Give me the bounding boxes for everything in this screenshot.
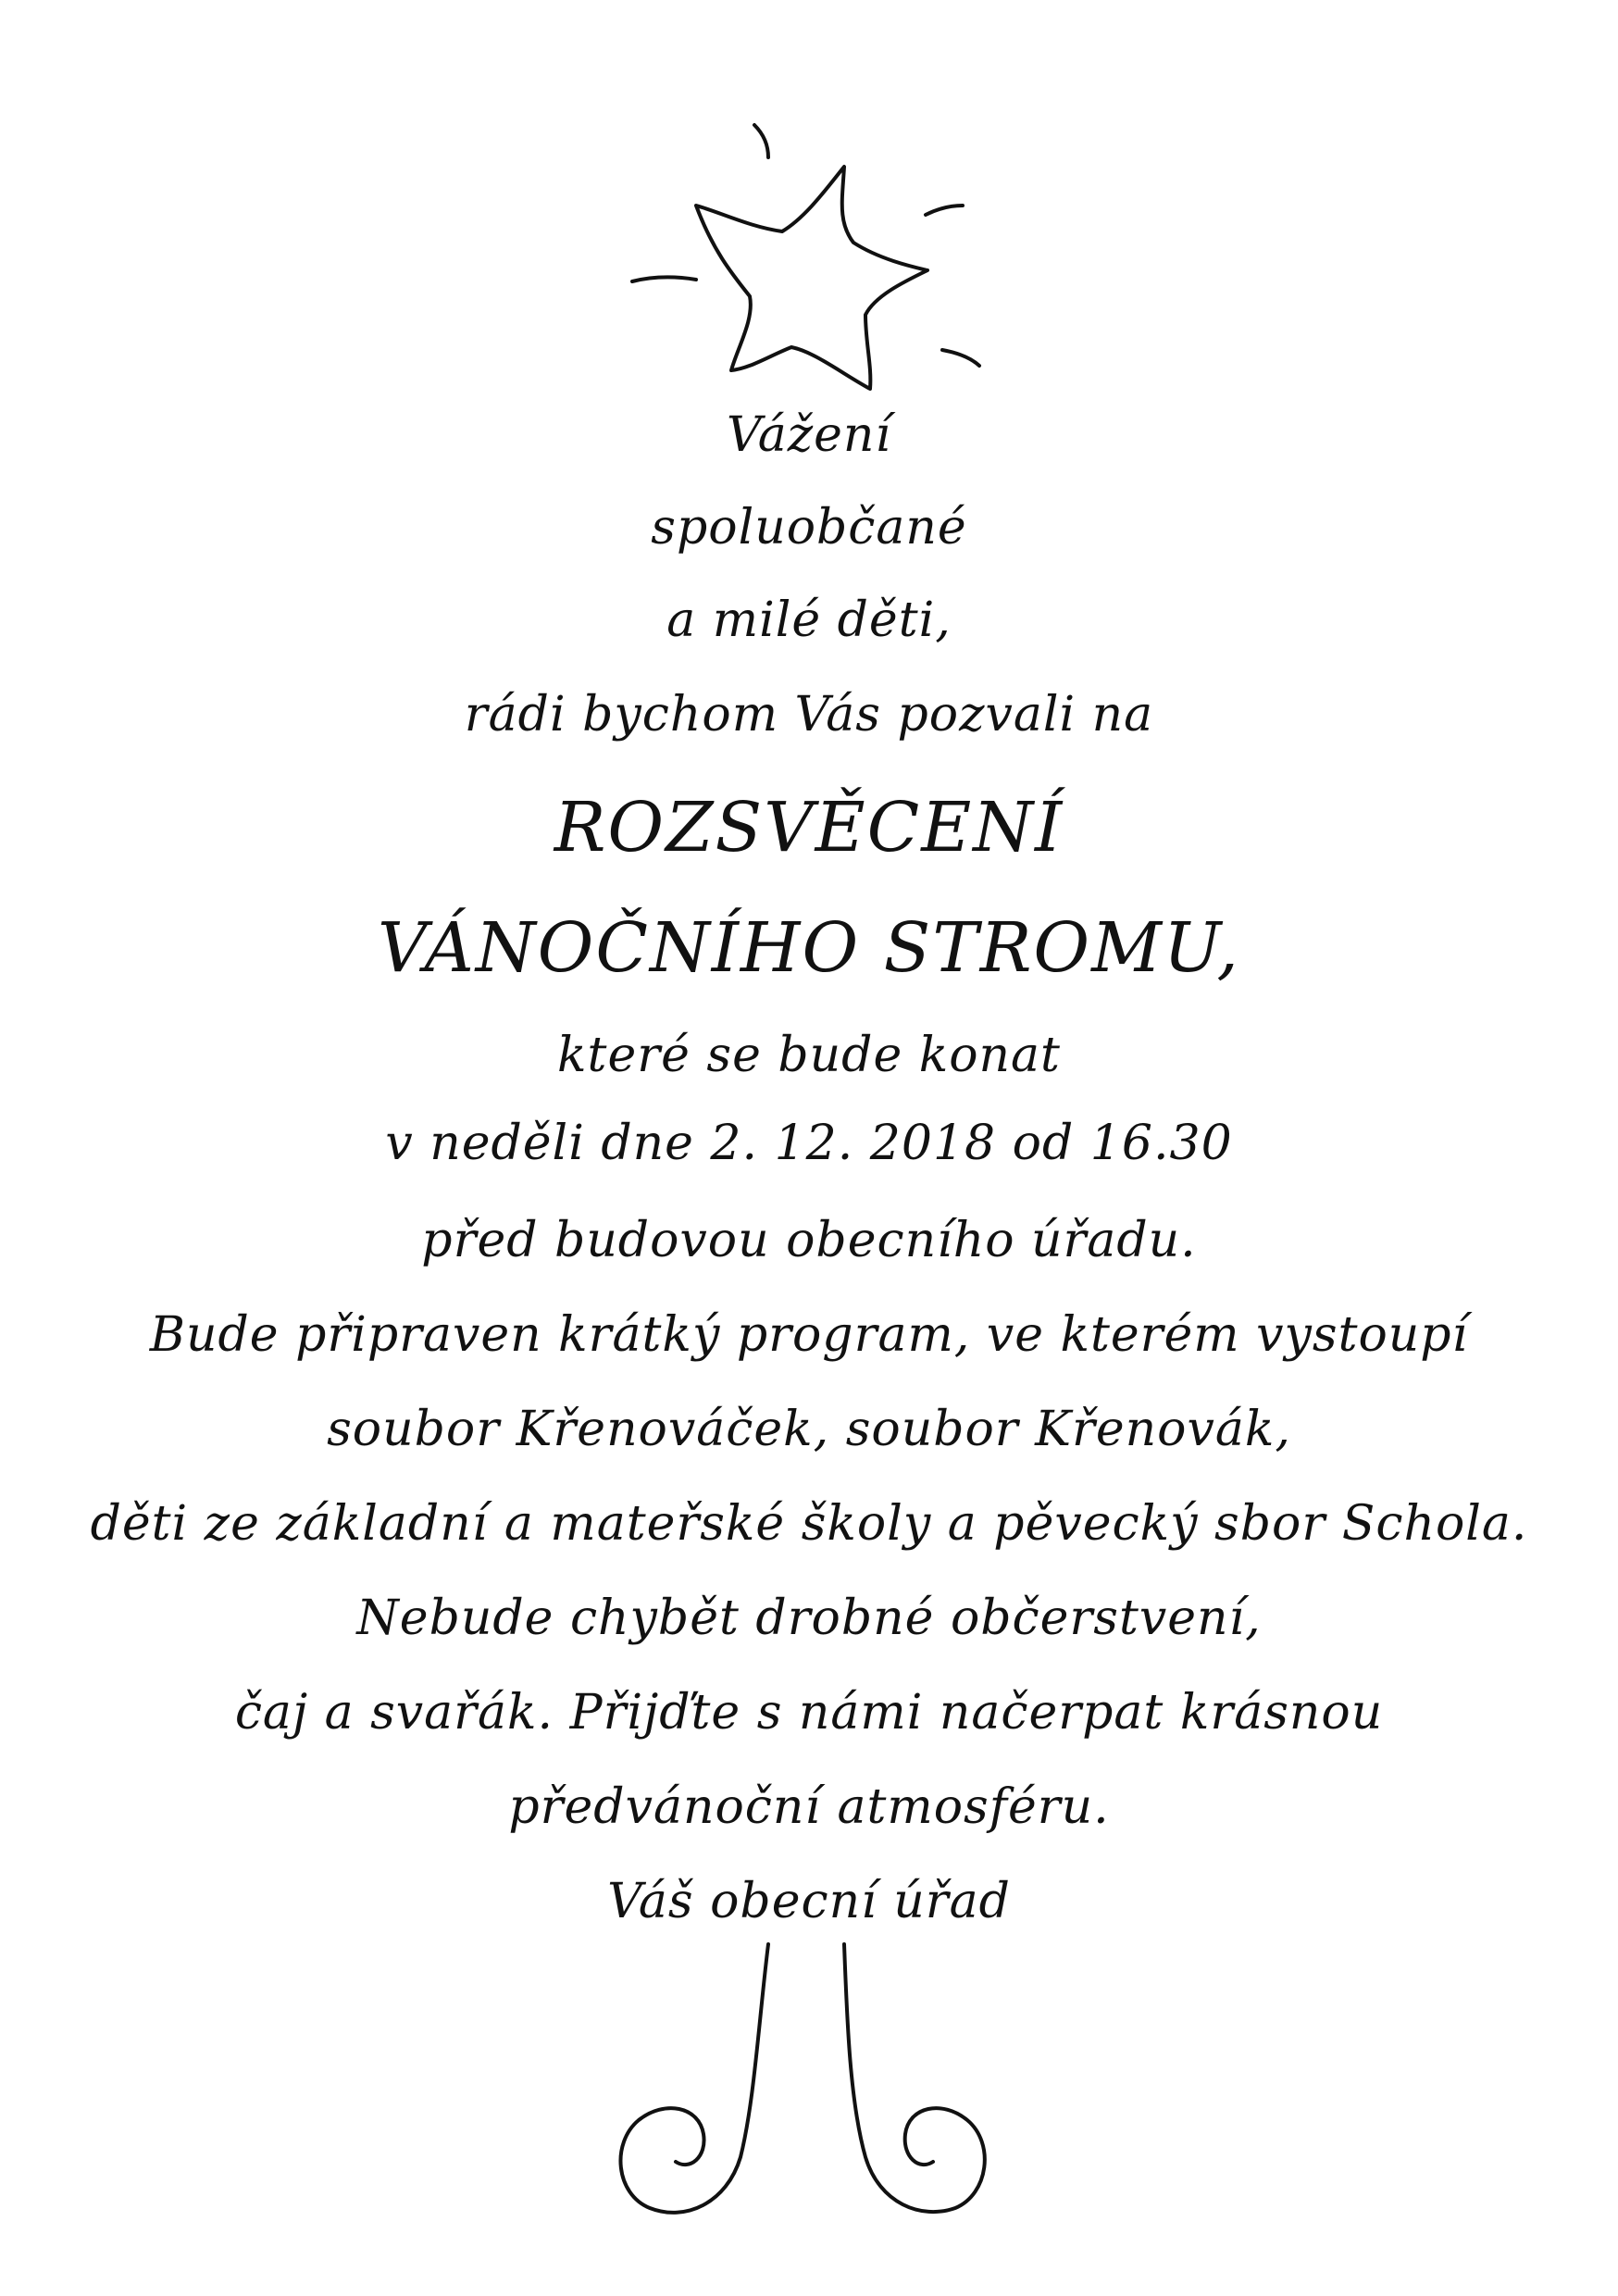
star-icon bbox=[632, 125, 979, 389]
event-title-line-2: VÁNOČNÍHO STROMU, bbox=[378, 908, 1240, 988]
program-line: soubor Křenováček, soubor Křenovák, bbox=[327, 1402, 1291, 1457]
event-title-line-1: ROZSVĚCENÍ bbox=[554, 788, 1064, 867]
event-date-line: v neděli dne 2. 12. 2018 od 16.30 bbox=[385, 1116, 1233, 1171]
ray-left bbox=[632, 277, 696, 281]
ray-lower-right bbox=[942, 350, 979, 366]
greeting-line: a milé děti, bbox=[666, 593, 952, 648]
tree-trunk-swirls-icon bbox=[620, 1944, 984, 2213]
body-line: které se bude konat bbox=[557, 1028, 1061, 1083]
refreshment-line: předvánoční atmosféru. bbox=[508, 1779, 1110, 1835]
program-line: děti ze základní a mateřské školy a pěvecký sbor Schola. bbox=[90, 1496, 1528, 1552]
program-line: Bude připraven krátký program, ve kterém vystoupí bbox=[149, 1307, 1469, 1363]
greeting-line: Vážení bbox=[726, 407, 892, 463]
signature-line: Váš obecní úřad bbox=[607, 1874, 1011, 1929]
trunk-right bbox=[844, 1944, 985, 2212]
greeting-line: spoluobčané bbox=[651, 500, 967, 555]
invitation-line: rádi bychom Vás pozvali na bbox=[464, 687, 1154, 742]
refreshment-line: Nebude chybět drobné občerstvení, bbox=[356, 1591, 1262, 1646]
ray-top bbox=[754, 125, 768, 157]
trunk-left bbox=[620, 1944, 768, 2213]
ray-upper-right bbox=[926, 206, 963, 215]
event-location-line: před budovou obecního úřadu. bbox=[421, 1213, 1197, 1268]
refreshment-line: čaj a svařák. Přijďte s námi načerpat krásnou bbox=[234, 1685, 1384, 1741]
